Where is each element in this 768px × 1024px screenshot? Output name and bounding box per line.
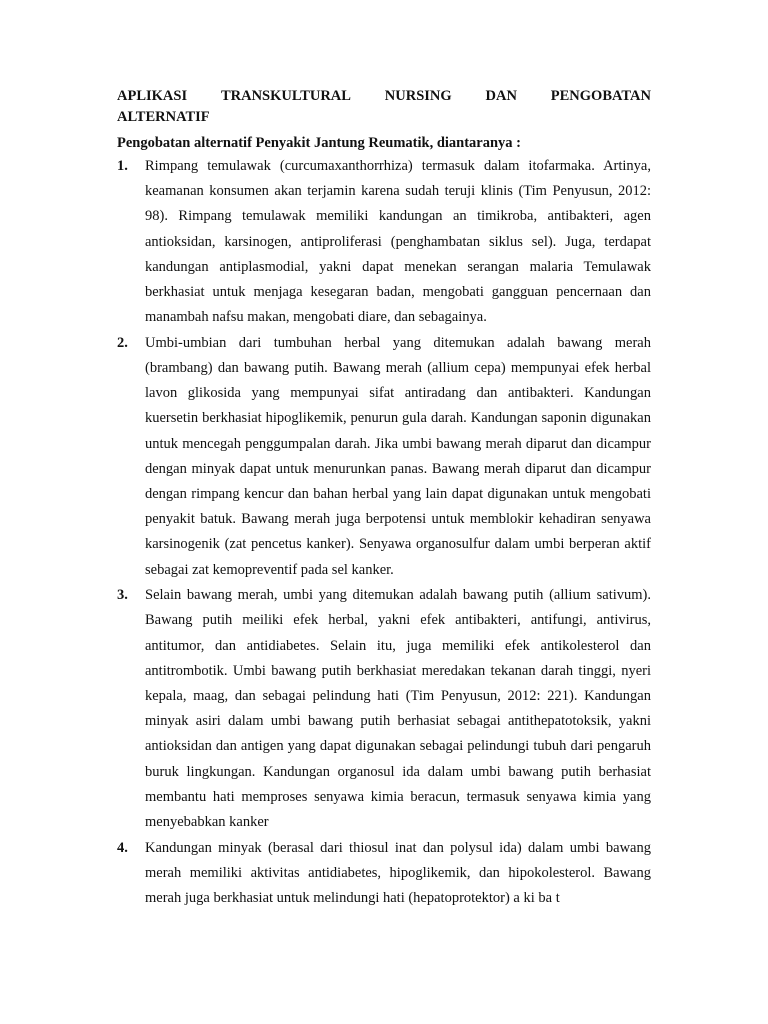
remedy-list — [117, 154, 651, 911]
list-item — [117, 331, 651, 583]
document-title-line-1 — [117, 86, 651, 107]
list-item — [117, 836, 651, 912]
list-item-text: Kandungan minyak (berasal dari thiosul inat dan polysul ida) dalam umbi bawang merah memiliki aktivitas antidiabetes, hipoglikemik, dan hipokolesterol. Bawang merah juga berkhasiat untuk melindungi hati (hepatoprotektor) a ki ba t — [145, 839, 651, 907]
list-item-number: 3. — [117, 587, 128, 604]
list-item — [117, 583, 651, 835]
list-item-text: Umbi-umbian dari tumbuhan herbal yang ditemukan adalah bawang merah (brambang) dan bawang putih. Bawang merah (allium cepa) mempunyai efek herbal lavon glikosida yang mempunyai sifat antiradang dan antibakteri. Kandungan kuersetin berkhasiat hipoglikemik, penurun gula darah. Kandungan saponin digunakan untuk mencegah penggumpalan darah. Jika umbi bawang merah diparut dan dicampur dengan minyak dapat untuk menurunkan panas. Bawang merah diparut dan dicampur dengan rimpang kencur dan bahan herbal yang lain dapat digunakan untuk mengobati penyakit batuk. Bawang merah juga berpotensi untuk memblokir kehadiran senyawa karsinogenik (zat pencetus kanker). Senyawa organosulfur dalam umbi berperan aktif sebagai zat kemopreventif pada sel kanker. — [145, 334, 651, 578]
document-content — [117, 86, 651, 912]
list-item-number: 1. — [117, 158, 128, 174]
section-subtitle: Pengobatan alternatif Penyakit Jantung Reumatik, diantaranya : — [117, 135, 522, 151]
title-word: DAN — [485, 88, 517, 104]
title-word: TRANSKULTURAL — [220, 88, 351, 104]
list-item-text: Rimpang temulawak (curcumaxanthorrhiza) termasuk dalam itofarmaka. Artinya, keamanan konsumen akan terjamin karena sudah teruji klinis (Tim Penyusun, 2012: 98). Rimpang temulawak memiliki kandungan an timikroba, antibakteri, agen antioksidan, karsinogen, antiproliferasi (penghambatan siklus sel). Juga, terdapat kandungan antiplasmodial, yakni dapat menekan serangan malaria Temulawak berkhasiat untuk menjaga kesegaran badan, mengobati gangguan pencernaan dan manambah nafsu makan, mengobati diare, dan sebagainya. — [145, 158, 651, 326]
list-item-text: Selain bawang merah, umbi yang ditemukan adalah bawang putih (allium sativum). Bawang putih meiliki efek herbal, yakni efek antibakteri, antifungi, antivirus, antitumor, dan antidiabetes. Selain itu, juga memiliki efek antikolesterol dan antitrombotik. Umbi bawang putih berkhasiat meredakan tekanan darah tinggi, nyeri kepala, maag, dan sebagai pelindung hati (Tim Penyusun, 2012: 221). Kandungan minyak asiri dalam umbi bawang putih berhasiat sebagai antithepatotoksik, yakni antioksidan dan antigen yang dapat digunakan sebagai pelindungi tubuh dari pengaruh buruk lingkungan. Kandungan organosul ida dalam umbi bawang putih berhasiat membantu hati memproses senyawa kimia beracun, termasuk senyawa kimia yang menyebabkan kanker — [145, 587, 651, 831]
list-item-number: 4. — [117, 839, 128, 856]
list-item-number: 2. — [117, 334, 128, 351]
title-word: NURSING — [384, 88, 452, 104]
document-title-line-2: ALTERNATIF — [117, 109, 210, 125]
title-word: PENGOBATAN — [550, 88, 651, 104]
list-item — [117, 154, 651, 330]
title-word: APLIKASI — [117, 88, 188, 104]
